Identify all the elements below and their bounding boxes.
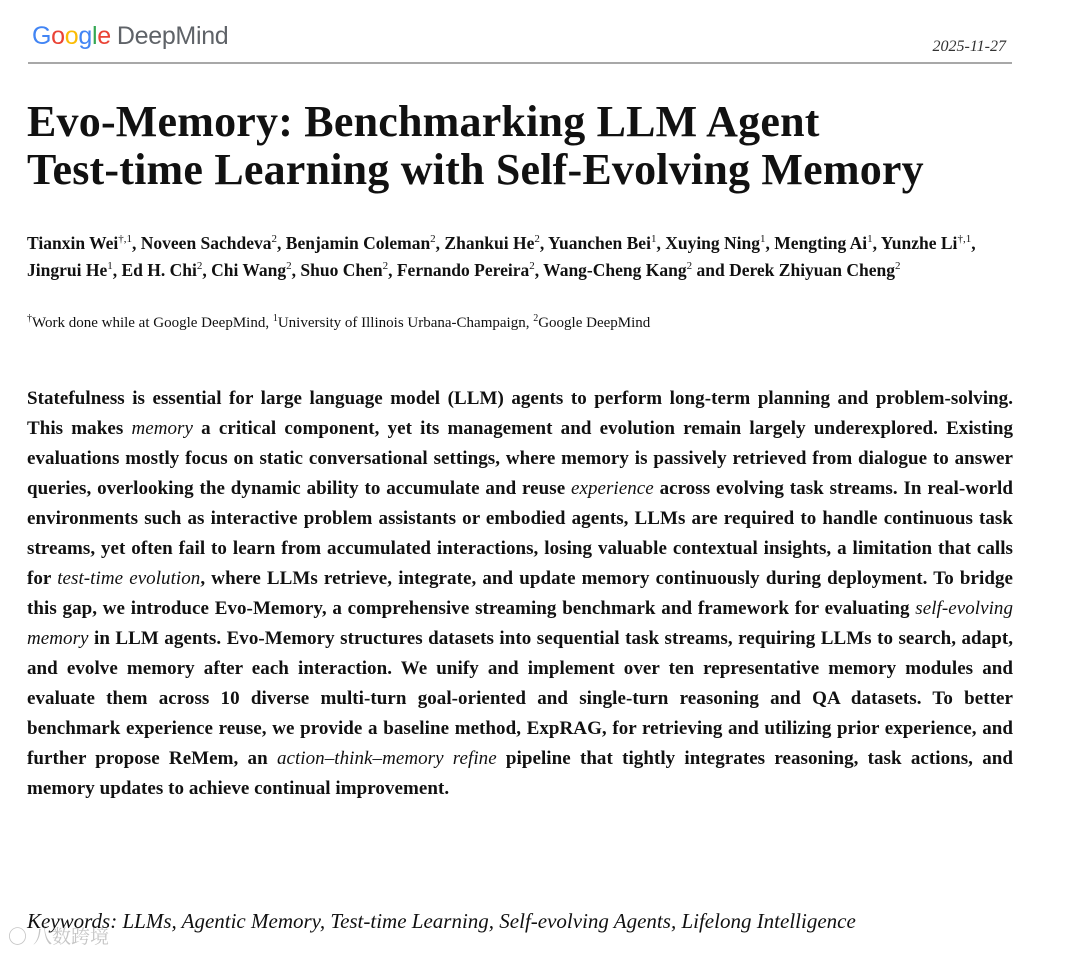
- author-name: Ed H. Chi: [121, 260, 197, 280]
- author-name: Benjamin Coleman: [285, 233, 431, 253]
- logo-letter: o: [64, 22, 79, 50]
- abstract-text: a critical component, yet its management and evolution remain largely underexplored. Existing evaluations mostly focus on static conversational settings, where memory is passively retrieved from dialogue to answer queries, overlooking the dynamic ability to accumulate and reuse: [27, 418, 1013, 499]
- abstract-text: pipeline that tightly integrates reasoning, task actions, and memory updates to achieve continual improvement.: [27, 748, 1013, 799]
- logo-letter: g: [78, 22, 92, 50]
- author-affiliation-mark: 2: [196, 260, 203, 272]
- author-affiliation-mark: †,1: [118, 233, 133, 245]
- abstract-text: across evolving task streams. In real-world environments such as interactive problem assistants or embodied agents, LLMs are required to handle continuous task streams, yet often fail to learn from accumulated interactions, losing valuable contextual insights, a limitation that calls for: [27, 478, 1013, 589]
- author-name: Derek Zhiyuan Cheng: [729, 260, 896, 280]
- title-line: Evo-Memory: Benchmarking LLM Agent: [27, 97, 820, 146]
- author-affiliation-mark: 2: [382, 260, 389, 272]
- author-affiliation-mark: 2: [686, 260, 693, 272]
- paper-title: [27, 98, 1027, 194]
- logo-letter: e: [97, 22, 111, 50]
- abstract-text: , where LLMs retrieve, integrate, and update memory continuously during deployment. To bridge this gap, we introduce Evo-Memory, a comprehensive streaming benchmark and framework for evaluating: [27, 568, 1014, 619]
- affiliation-mark: †: [27, 313, 32, 324]
- author-name: Xuying Ning: [665, 233, 761, 253]
- author-name: Fernando Pereira: [396, 260, 530, 280]
- author-affiliation-mark: 2: [286, 260, 292, 272]
- abstract-emphasis: test-time evolution: [57, 568, 201, 589]
- keywords: [27, 906, 1017, 936]
- author-name: Shuo Chen: [300, 260, 383, 280]
- author-name: Chi Wang: [211, 260, 287, 280]
- author-list: Tianxin Wei$^{\dagger,1}$, Noveen Sachdeva$^2$, Benjamin Coleman$^2$, Zhankui He$^2$, Yuanchen Bei$^1$, Xuying Ning$^1$, Mengting Ai$^1$, Yunzhe $Li^{\dagger,1}$, Jingrui He$^1$, Ed H. Chi$^2$, Chi Wang$^2$, Shuo Chen$^2$, Fernando Pereira$^2$, Wang-Cheng Kang$^2$ and Derek Zhiyuan Cheng$^2$: [27, 233, 976, 280]
- keywords-text: LLMs, Agentic Memory, Test-time Learning, Self-evolving Agents, Lifelong Intelligence: [122, 909, 856, 933]
- affiliation-text: University of Illinois Urbana-Champaign: [277, 315, 526, 331]
- publication-date: 2025-11-27: [932, 38, 1006, 55]
- author-affiliation-mark: 2: [895, 260, 901, 272]
- author-name: Wang-Cheng Kang: [543, 260, 687, 280]
- author-name: Jingrui He: [27, 260, 108, 280]
- abstract: [27, 384, 1013, 804]
- author-affiliation-mark: 2: [430, 233, 436, 245]
- author-name: Tianxin Wei: [27, 233, 119, 253]
- author-affiliation-mark: 2: [534, 233, 540, 245]
- affiliation-text: Work done while at Google DeepMind: [32, 315, 266, 331]
- logo-letter: G: [32, 22, 52, 50]
- logo-suffix: DeepMind: [116, 22, 229, 50]
- abstract-text: Statefulness is essential for large language model (LLM) agents to perform long-term planning and problem-solving. This makes: [27, 388, 1013, 439]
- watermark: 〇 八数跨境: [8, 926, 110, 948]
- author-affiliation-mark: 1: [867, 233, 873, 245]
- affiliation-mark: 2: [533, 313, 539, 324]
- author-affiliation-mark: †,1: [957, 233, 972, 245]
- author-name: Mengting Ai: [774, 233, 868, 253]
- author-affiliation-mark: 1: [760, 233, 766, 245]
- affiliation-text: Google DeepMind: [538, 315, 651, 331]
- author-affiliation-mark: 1: [107, 260, 113, 272]
- abstract-emphasis: action–think–memory refine: [276, 748, 497, 769]
- author-name: Yuanchen Bei: [548, 233, 651, 253]
- page-header: [28, 22, 1012, 66]
- abstract-emphasis: memory: [131, 418, 193, 439]
- logo-letter: o: [51, 22, 65, 50]
- author-name: Zhankui He: [444, 233, 535, 253]
- author-name: Yunzhe Li: [880, 233, 958, 253]
- author-affiliation-mark: 2: [271, 233, 278, 245]
- keywords-label: Keywords:: [27, 909, 118, 933]
- affiliation-mark: 1: [272, 313, 278, 324]
- logo-letter: l: [91, 22, 98, 50]
- author-affiliation-mark: 2: [529, 260, 535, 272]
- abstract-emphasis: self-evolving memory: [27, 598, 1013, 649]
- header-divider: [28, 62, 1012, 64]
- google-deepmind-logo: [32, 22, 228, 51]
- abstract-emphasis: experience: [570, 478, 654, 499]
- author-affiliation-mark: 1: [650, 233, 657, 245]
- abstract-text: in LLM agents. Evo-Memory structures datasets into sequential task streams, requiring LLMs to search, adapt, and evolve memory after each interaction. We unify and implement over ten representative memory modules and evaluate them across 10 diverse multi-turn goal-oriented and single-turn reasoning and QA datasets. To better benchmark experience reuse, we provide a baseline method, ExpRAG, for retrieving and utilizing prior experience, and further propose ReMem, an: [27, 628, 1013, 769]
- author-name: Noveen Sachdeva: [140, 233, 272, 253]
- affiliations: †Work done while at Google DeepMind, $^1$University of Illinois Urbana-Champaign, $^2$Google DeepMind: [27, 313, 651, 331]
- title-line: Test-time Learning with Self-Evolving Memory: [27, 145, 924, 194]
